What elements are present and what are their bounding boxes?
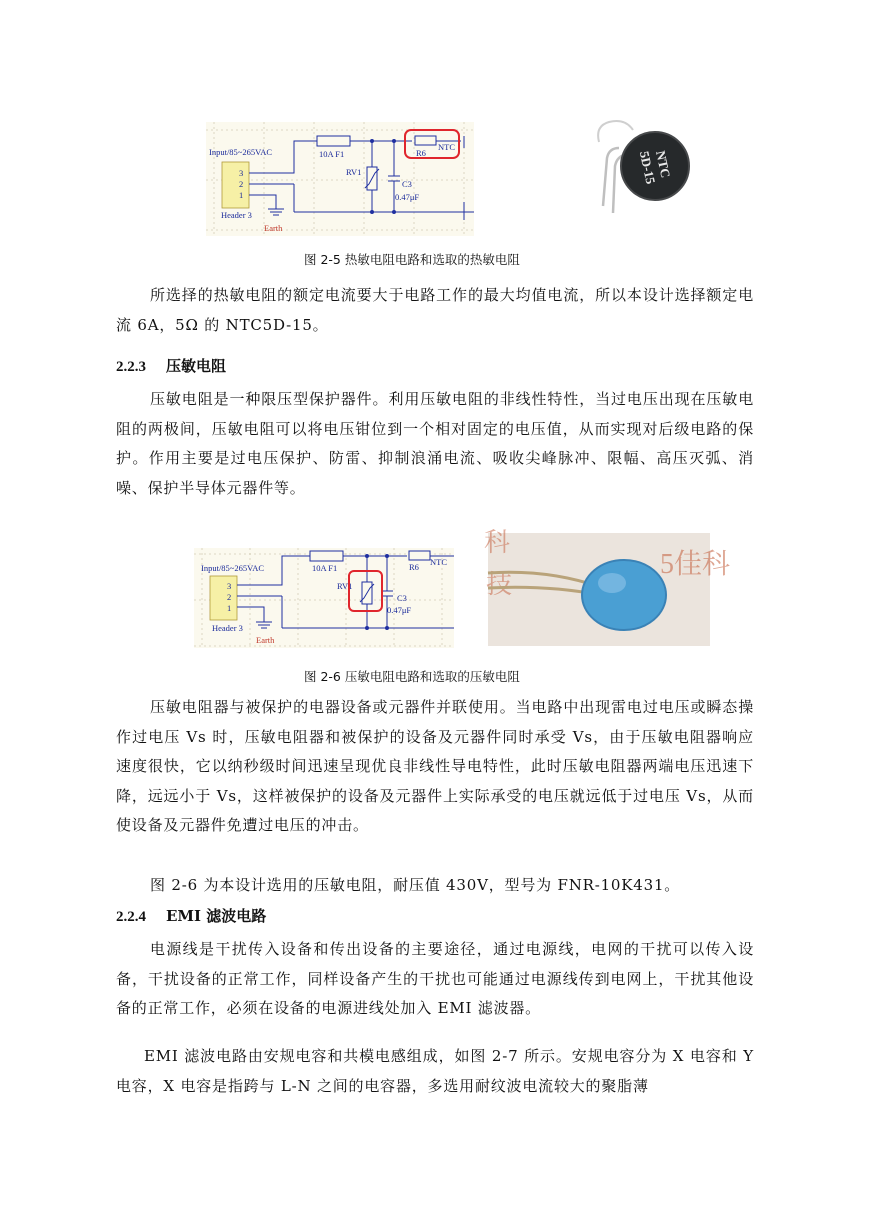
varistor-label: RV1 [346,167,362,177]
circuit-schematic [206,122,474,236]
resistor-label: R6 [409,562,419,572]
section-heading-2-2-3 [116,355,226,376]
pin-3: 3 [239,168,244,178]
section-title: 压敏电阻 [166,357,227,375]
fuse-label: 10A F1 [319,149,345,159]
figure-2-5-photo [593,118,693,218]
input-label: Input/85~265VAC [201,563,265,573]
bg-text-2: 技 [486,570,513,599]
bg-text-3: 5佳科 [660,549,731,580]
ntc-label: NTC [438,142,455,152]
cap-label: C3 [397,593,407,603]
pin-3: 3 [227,581,232,591]
earth-label: Earth [264,223,283,233]
cap-value: 0.47μF [395,192,420,202]
varistor-label: RV1 [337,581,353,591]
earth-label: Earth [256,635,275,645]
figure-2-6-caption: 图 2-6 压敏电阻电路和选取的压敏电阻 [304,669,520,684]
header-label: Header 3 [221,210,252,220]
section-number: 2.2.4 [116,909,146,925]
paragraph-emi-composition: EMI 滤波电路由安规电容和共模电感组成，如图 2-7 所示。安规电容分为 X 电容和 Y 电容，X 电容是指跨与 L-N 之间的电容器，多选用耐纹波电流较大的聚脂薄 [116,1047,754,1095]
pin-2: 2 [227,592,232,602]
circuit-schematic-2 [194,548,454,648]
figure-2-6-circuit [194,548,454,648]
ntc-thermistor-photo [593,118,693,218]
ntc-label: NTC [430,557,447,567]
section-heading-2-2-4 [116,905,266,926]
resistor-label: R6 [416,148,426,158]
paragraph-ntc-selection: 所选择的热敏电阻的额定电流要大于电路工作的最大均值电流，所以本设计选择额定电流 6A，5Ω 的 NTC5D-15。 [116,286,754,334]
paragraph-varistor-operation: 压敏电阻器与被保护的电器设备或元器件并联使用。当电路中出现雷电过电压或瞬态操作过电压 Vs 时，压敏电阻器和被保护的设备及元器件同时承受 Vs，由于压敏电阻器响应速度很快，它以纳秒级时间迅速呈现优良非线性导电特性，此时压敏电阻器两端电压迅速下降，远远小于 Vs，这样被保护的设备及元器件上实际承受的电压就远低于过电压 Vs，从而使设备及元器件免遭过电压的冲击。 [116,698,754,835]
bg-text-1: 科 [484,528,511,557]
figure-2-5-circuit [206,122,474,236]
pin-1: 1 [227,603,232,613]
model-marking: 5D-15 [636,149,659,186]
figure-2-6-photo [484,528,731,646]
section-number: 2.2.3 [116,359,146,375]
paragraph-varistor-intro: 压敏电阻是一种限压型保护器件。利用压敏电阻的非线性特性，当过电压出现在压敏电阻的两极间，压敏电阻可以将电压钳位到一个相对固定的电压值，从而实现对后级电路的保护。作用主要是过电压保护、防雷、抑制浪涌电流、吸收尖峰脉冲、限幅、高压灭弧、消噪、保护半导体元器件等。 [116,390,754,497]
input-label: Input/85~265VAC [209,147,273,157]
cap-value: 0.47μF [387,605,412,615]
varistor-photo [484,528,731,646]
section-title: EMI 滤波电路 [166,907,267,925]
pin-1: 1 [239,190,244,200]
paragraph-emi-intro: 电源线是干扰传入设备和传出设备的主要途径，通过电源线，电网的干扰可以传入设备，干扰设备的正常工作，同样设备产生的干扰也可能通过电源线传到电网上，干扰其他设备的正常工作，必须在设备的电源进线处加入 EMI 滤波器。 [116,940,754,1018]
fuse-label: 10A F1 [312,563,338,573]
cap-label: C3 [402,179,412,189]
header-label: Header 3 [212,623,243,633]
figure-2-5-caption: 图 2-5 热敏电阻电路和选取的热敏电阻 [304,252,520,267]
ntc-marking: NTC [653,149,674,180]
pin-2: 2 [239,179,244,189]
paragraph-varistor-selection: 图 2-6 为本设计选用的压敏电阻，耐压值 430V，型号为 FNR-10K431。 [150,876,681,894]
